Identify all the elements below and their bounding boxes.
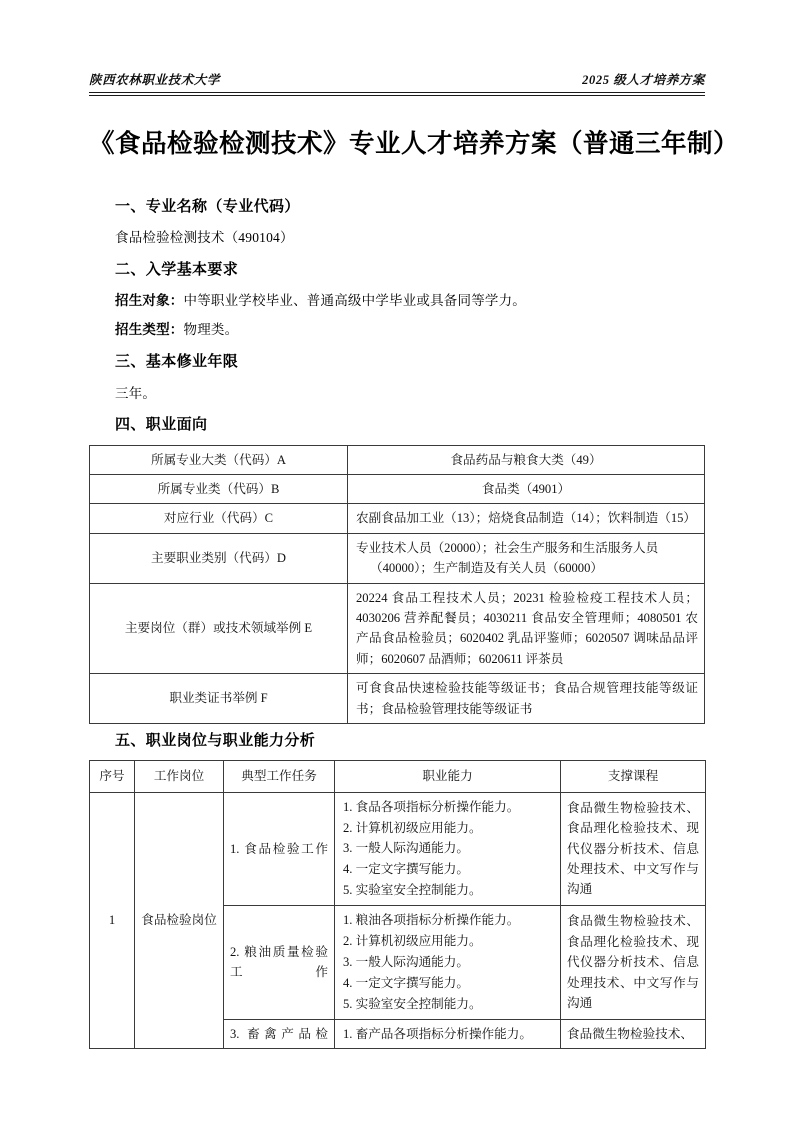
table-row	[90, 674, 705, 724]
admission-target-value: 中等职业学校毕业、普通高级中学毕业或具备同等学力。	[183, 293, 526, 309]
list-item: 2. 计算机初级应用能力。	[343, 933, 482, 948]
cell-support-course: 食品微生物检验技术、食品理化检验技术、现代仪器分析技术、信息处理技术、中文写作与沟通	[561, 792, 706, 905]
section-3-body: 三年。	[115, 385, 157, 401]
row-label: 所属专业类（代码）B	[90, 475, 348, 504]
row-label: 所属专业大类（代码）A	[90, 445, 348, 474]
column-header-no: 序号	[90, 761, 135, 792]
running-header-left: 陕西农林职业技术大学	[89, 73, 221, 87]
row-value-line-2: （40000）；生产制造及有关人员（60000）	[370, 561, 603, 576]
document-body	[89, 190, 705, 1049]
section-heading-3: 三、基本修业年限	[115, 354, 239, 371]
table-row	[90, 445, 705, 474]
list-item: 5. 实验室安全控制能力。	[343, 996, 482, 1011]
list-item: 3. 一般人际沟通能力。	[343, 954, 469, 969]
cell-ability	[335, 906, 561, 1019]
cell-typical-task: 1. 食品检验工作	[224, 792, 335, 905]
column-header-task: 典型工作任务	[224, 761, 335, 792]
cell-work-post: 食品检验岗位	[135, 792, 224, 1049]
row-label: 职业类证书举例 F	[90, 674, 348, 724]
page-title: 《食品检验检测技术》专业人才培养方案（普通三年制）	[89, 129, 740, 158]
section-1-body: 食品检验检测技术（490104）	[115, 230, 294, 246]
column-header-course: 支撑课程	[561, 761, 706, 792]
table-header-row	[90, 761, 706, 792]
cell-typical-task: 2. 粮油质量检验工作	[224, 906, 335, 1019]
list-item: 1. 畜产品各项指标分析操作能力。	[343, 1026, 532, 1041]
section-heading-1: 一、专业名称（专业代码）	[115, 199, 300, 215]
row-label: 对应行业（代码）C	[90, 504, 348, 533]
ability-list	[341, 797, 554, 901]
running-header	[89, 70, 705, 91]
cell-support-course: 食品微生物检验技术、食品理化检验技术、现代仪器分析技术、信息处理技术、中文写作与沟通	[561, 906, 706, 1019]
ability-list	[341, 1024, 554, 1045]
row-label: 主要职业类别（代码）D	[90, 533, 348, 583]
header-rule-thin	[89, 95, 705, 96]
list-item: 1. 食品各项指标分析操作能力。	[343, 799, 520, 814]
cell-typical-task: 3. 畜禽产品检	[224, 1019, 335, 1049]
row-value: 食品药品与粮食大类（49）	[348, 445, 705, 474]
list-item: 4. 一定文字撰写能力。	[343, 862, 469, 877]
ability-list	[341, 910, 554, 1014]
post-ability-table	[89, 760, 706, 1049]
list-item: 5. 实验室安全控制能力。	[343, 883, 482, 898]
career-orientation-table	[89, 445, 705, 724]
admission-type-label: 招生类型：	[115, 322, 184, 338]
running-header-right: 2025 级人才培养方案	[582, 73, 705, 87]
list-item: 2. 计算机初级应用能力。	[343, 820, 482, 835]
section-2-line-1	[89, 287, 705, 316]
table-row	[90, 792, 706, 905]
list-item: 1. 粮油各项指标分析操作能力。	[343, 913, 520, 928]
cell-sequence-no: 1	[90, 792, 135, 1049]
row-value: 食品类（4901）	[348, 475, 705, 504]
cell-support-course: 食品微生物检验技术、	[561, 1019, 706, 1049]
column-header-post: 工作岗位	[135, 761, 224, 792]
row-value: 20224 食品工程技术人员；20231 检验检疫工程技术人员；4030206 营养配餐员；4030211 食品安全管理师；4080501 农产品食品检验员；6020402 乳品评鉴师；6020507 调味品品评师；6020607 品酒师；6020611 评茶员	[348, 583, 705, 674]
section-2-line-2	[89, 316, 705, 345]
cell-ability	[335, 792, 561, 905]
row-value: 可食食品快速检验技能等级证书；食品合规管理技能等级证书；食品检验管理技能等级证书	[348, 674, 705, 724]
header-rule-thick	[89, 92, 705, 93]
admission-type-value: 物理类。	[183, 322, 239, 338]
section-heading-2: 二、入学基本要求	[115, 262, 239, 279]
row-value	[348, 533, 705, 583]
cell-ability	[335, 1019, 561, 1049]
list-item: 3. 一般人际沟通能力。	[343, 841, 469, 856]
table-row	[90, 475, 705, 504]
row-label: 主要岗位（群）或技术领域举例 E	[90, 583, 348, 674]
section-heading-4: 四、职业面向	[115, 417, 208, 434]
table-row	[90, 504, 705, 533]
admission-target-label: 招生对象：	[115, 293, 184, 309]
row-value: 农副食品加工业（13）；焙烧食品制造（14）；饮料制造（15）	[348, 504, 705, 533]
section-heading-5: 五、职业岗位与职业能力分析	[115, 732, 316, 749]
table-row	[90, 583, 705, 674]
list-item: 4. 一定文字撰写能力。	[343, 975, 469, 990]
row-value-line-1: 专业技术人员（20000）；社会生产服务和生活服务人员	[356, 540, 659, 555]
column-header-ability: 职业能力	[335, 761, 561, 792]
table-row	[90, 533, 705, 583]
